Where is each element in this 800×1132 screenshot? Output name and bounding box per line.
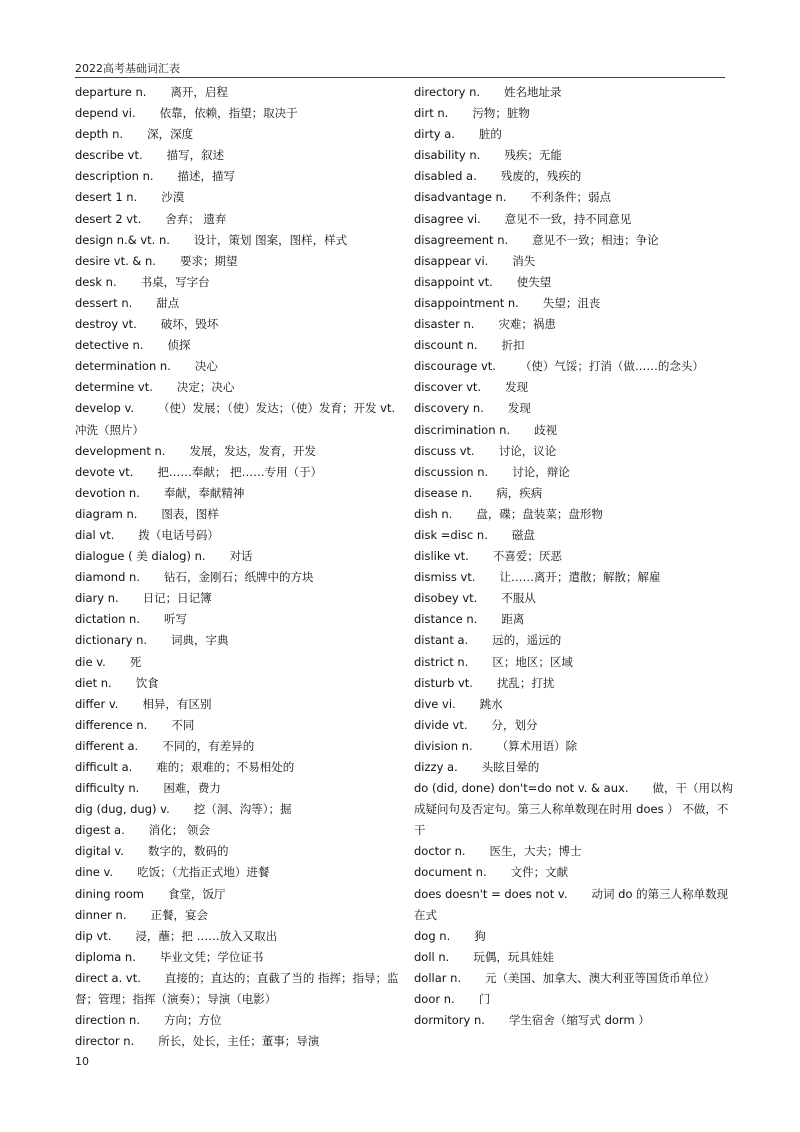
vocab-word: dog n. <box>414 928 451 943</box>
vocab-entry <box>414 1010 734 1031</box>
vocab-word: disease n. <box>414 485 473 500</box>
vocab-word: discrimination n. <box>414 422 511 437</box>
vocab-word: difficulty n. <box>75 781 140 796</box>
vocab-word: diamond n. <box>75 570 140 585</box>
vocab-definition: 浸，蘸；把 ……放入又取出 <box>135 928 278 943</box>
vocab-entry <box>414 209 734 230</box>
vocab-definition: 离开，启程 <box>170 85 228 99</box>
vocab-word: diary n. <box>75 591 119 606</box>
vocab-entry <box>414 145 734 166</box>
vocab-entry <box>75 968 405 1010</box>
vocab-definition: 让……离开；遣散；解散；解雇 <box>499 570 661 585</box>
vocab-entry <box>414 694 734 715</box>
vocab-entry <box>75 778 405 799</box>
vocab-entry <box>75 272 405 293</box>
vocab-definition: 钻石，金刚石；纸牌中的方块 <box>163 570 314 585</box>
vocab-word: dinner n. <box>75 907 127 922</box>
vocab-entry <box>414 715 734 736</box>
vocab-word: disappear vi. <box>414 253 489 268</box>
vocab-word: discussion n. <box>414 464 489 479</box>
vocab-word: digital v. <box>75 844 124 859</box>
vocab-word: diet n. <box>75 675 112 690</box>
vocab-definition: 决定；决心 <box>176 380 235 395</box>
vocab-word: disagreement n. <box>414 232 509 247</box>
vocab-entry <box>75 356 405 377</box>
vocab-entry <box>75 694 405 715</box>
vocab-entry <box>414 673 734 694</box>
vocab-word: director n. <box>75 1034 135 1049</box>
vocab-definition: 门 <box>478 992 491 1007</box>
vocab-word: dirty a. <box>414 127 455 142</box>
vocab-definition: 侦探 <box>167 338 191 353</box>
vocab-entry <box>414 103 734 124</box>
vocab-definition: 死 <box>129 654 142 669</box>
vocab-entry <box>414 630 734 651</box>
vocab-entry <box>414 609 734 630</box>
vocab-word: doll n. <box>414 949 450 964</box>
vocab-word: difficult a. <box>75 760 133 774</box>
vocab-entry <box>414 841 734 862</box>
vocab-entry <box>75 609 405 630</box>
vocab-word: disobey vt. <box>414 591 478 606</box>
vocab-definition: 远的，遥远的 <box>492 633 562 648</box>
vocab-definition: 讨论，议论 <box>498 443 557 458</box>
vocab-entry <box>75 293 405 314</box>
vocab-word: destroy vt. <box>75 317 137 332</box>
vocab-word: dining room <box>75 886 144 901</box>
vocab-definition: 不喜爱；厌恶 <box>492 549 562 564</box>
vocab-entry <box>75 441 405 462</box>
vocab-entry <box>414 230 734 251</box>
vocab-word: desert 1 n. <box>75 190 138 205</box>
vocab-entry <box>414 757 734 778</box>
vocab-entry <box>414 947 734 968</box>
vocab-word: discount n. <box>414 338 478 353</box>
vocab-entry <box>414 166 734 187</box>
vocab-word: discuss vt. <box>414 443 475 458</box>
vocab-entry <box>414 778 734 841</box>
vocab-definition: 狗 <box>474 928 486 943</box>
vocab-definition: 消化； 领会 <box>148 823 210 838</box>
vocab-definition: 依靠，依赖，指望；取决于 <box>159 106 298 121</box>
vocab-definition: 困难，费力 <box>163 781 221 796</box>
document-header-title: 2022高考基础词汇表 <box>75 62 180 75</box>
vocab-entry <box>414 314 734 335</box>
vocab-definition: 区；地区；区域 <box>492 654 573 669</box>
vocab-entry <box>414 251 734 272</box>
vocab-entry <box>75 209 405 230</box>
vocab-definition: 饮食 <box>135 675 159 690</box>
vocab-word: determine vt. <box>75 380 153 395</box>
vocab-word: disabled a. <box>414 169 477 184</box>
vocab-definition: 不同 <box>171 717 195 732</box>
vocab-definition: 要求；期望 <box>179 253 238 268</box>
vocab-definition: 学生宿舍（缩写式 dorm ） <box>508 1013 650 1028</box>
vocab-definition: 跳水 <box>479 696 503 711</box>
vocab-entry <box>75 525 405 546</box>
vocab-word: differ v. <box>75 696 119 711</box>
vocab-word: disturb vt. <box>414 675 473 690</box>
vocab-entry <box>75 926 405 947</box>
vocab-definition: 沙漠 <box>161 190 185 205</box>
vocab-entry <box>75 1010 405 1031</box>
vocab-word: devotion n. <box>75 485 140 500</box>
vocab-word: dismiss vt. <box>414 570 476 585</box>
vocab-word: depend vi. <box>75 106 136 121</box>
vocab-word: disagree vi. <box>414 211 481 226</box>
vocab-entry <box>75 905 405 926</box>
vocab-entry <box>75 103 405 124</box>
vocab-word: disappoint vt. <box>414 274 493 289</box>
vocab-entry <box>75 483 405 504</box>
vocab-word: dig (dug, dug) v. <box>75 802 170 817</box>
vocab-word: dislike vt. <box>414 549 469 564</box>
vocab-word: digest a. <box>75 823 125 838</box>
vocab-word: dollar n. <box>414 970 462 985</box>
vocab-entry <box>75 567 405 588</box>
vocab-definition: 词典，字典 <box>171 633 229 648</box>
vocab-entry <box>414 652 734 673</box>
vocab-word: doctor n. <box>414 844 466 859</box>
vocab-entry <box>414 272 734 293</box>
vocab-entry <box>75 947 405 968</box>
vocab-entry <box>75 82 405 103</box>
vocab-word: diploma n. <box>75 949 136 964</box>
vocab-word: dip vt. <box>75 928 112 943</box>
vocab-word: different a. <box>75 738 139 753</box>
vocab-definition: 文件；文献 <box>510 865 569 880</box>
vocab-definition: 不利条件；弱点 <box>530 190 612 205</box>
vocab-entry <box>414 736 734 757</box>
vocab-word: dive vi. <box>414 696 456 711</box>
vocab-word: disk =disc n. <box>414 527 488 542</box>
vocab-entry <box>75 757 405 778</box>
vocab-entry <box>75 588 405 609</box>
page-number: 10 <box>75 1055 89 1068</box>
vocab-word: develop v. <box>75 401 135 416</box>
vocab-definition: 发展，发达，发育，开发 <box>189 443 316 458</box>
vocab-definition: 所长，处长，主任；董事；导演 <box>158 1034 320 1049</box>
vocab-definition: 甜点 <box>156 295 180 310</box>
header-divider <box>75 77 725 78</box>
vocab-definition: 讨论，辩论 <box>512 464 570 479</box>
vocab-word: dormitory n. <box>414 1013 485 1028</box>
vocab-definition: 数字的，数码的 <box>147 844 229 859</box>
vocab-entry <box>414 483 734 504</box>
vocab-word: description n. <box>75 169 154 184</box>
vocab-entry <box>75 377 405 398</box>
vocab-entry <box>75 398 405 440</box>
vocab-entry <box>414 420 734 441</box>
vocab-entry <box>414 377 734 398</box>
vocab-entry <box>75 799 405 820</box>
vocab-word: dirt n. <box>414 106 449 121</box>
vocab-entry <box>75 1031 405 1052</box>
vocab-definition: 失望；沮丧 <box>542 295 601 310</box>
vocab-word: discovery n. <box>414 401 484 416</box>
vocab-word: dish n. <box>414 506 453 521</box>
vocab-entry <box>75 124 405 145</box>
vocab-definition: 医生，大夫；博士 <box>489 844 582 859</box>
vocab-definition: 拨（电话号码） <box>138 527 219 542</box>
vocab-definition: 正餐，宴会 <box>150 907 208 922</box>
vocab-word: difference n. <box>75 717 148 732</box>
vocab-entry <box>75 166 405 187</box>
vocab-word: discover vt. <box>414 380 482 395</box>
vocab-definition: 破坏，毁坏 <box>160 317 219 332</box>
vocab-entry <box>75 187 405 208</box>
vocab-word: does doesn't = does not v. <box>414 886 568 901</box>
vocab-entry <box>414 335 734 356</box>
vocab-definition: 磁盘 <box>511 527 535 542</box>
vocab-definition: 难的；艰难的；不易相处的 <box>156 760 295 774</box>
vocab-word: disaster n. <box>414 317 475 332</box>
vocab-word: disadvantage n. <box>414 190 507 205</box>
vocab-definition: 挖（洞、沟等）；掘 <box>193 802 292 817</box>
vocab-definition: 污物；脏物 <box>472 106 530 121</box>
vocab-definition: 残疾；无能 <box>504 148 562 163</box>
vocab-word: directory n. <box>414 85 481 99</box>
right-column <box>414 82 734 1031</box>
vocab-entry <box>414 504 734 525</box>
vocab-definition: 日记；日记簿 <box>142 591 212 606</box>
vocab-entry <box>75 862 405 883</box>
vocab-entry <box>414 968 734 989</box>
vocab-word: departure n. <box>75 85 147 99</box>
vocab-word: disability n. <box>414 148 481 163</box>
vocab-word: dine v. <box>75 865 114 880</box>
vocab-entry <box>75 820 405 841</box>
vocab-definition: 发现 <box>505 380 529 395</box>
vocab-word: diagram n. <box>75 506 138 521</box>
vocab-definition: 头眩目晕的 <box>481 760 540 774</box>
vocab-word: dictionary n. <box>75 633 148 648</box>
vocab-word: dizzy a. <box>414 760 458 774</box>
vocab-definition: 直接的；直达的；直截了当的 指挥；指导；监督；管理；指挥（演奏）；导演（电影） <box>75 970 399 1007</box>
vocab-word: desire vt. & n. <box>75 253 156 268</box>
vocab-definition: 消失 <box>512 253 536 268</box>
vocab-word: detective n. <box>75 338 144 353</box>
vocab-definition: 描述，描写 <box>177 169 236 184</box>
vocab-word: division n. <box>414 738 473 753</box>
vocab-entry <box>414 441 734 462</box>
vocab-entry <box>414 187 734 208</box>
vocab-definition: 不服从 <box>501 591 536 606</box>
vocab-definition: 做，干（用以构成疑问句及否定句。第三人称单数现在时用 does ） 不做，不干 <box>414 781 733 838</box>
vocab-entry <box>414 989 734 1010</box>
vocab-word: describe vt. <box>75 148 143 163</box>
vocab-entry <box>75 335 405 356</box>
vocab-definition: 意见不一致，持不同意见 <box>504 211 632 226</box>
vocab-word: desert 2 vt. <box>75 211 142 226</box>
vocab-word: district n. <box>414 654 469 669</box>
vocab-entry <box>414 398 734 419</box>
vocab-entry <box>75 230 405 251</box>
vocab-word: depth n. <box>75 127 124 142</box>
vocab-word: document n. <box>414 865 487 880</box>
vocab-definition: 折扣 <box>501 338 525 353</box>
vocab-entry <box>75 546 405 567</box>
vocab-entry <box>75 504 405 525</box>
vocab-entry <box>75 673 405 694</box>
vocab-entry <box>75 145 405 166</box>
vocab-entry <box>75 841 405 862</box>
vocab-definition: 动词 do 的第三人称单数现在式 <box>414 886 729 922</box>
vocab-entry <box>75 736 405 757</box>
vocab-word: devote vt. <box>75 464 134 479</box>
vocab-definition: 发现 <box>507 401 531 416</box>
vocab-definition: （算术用语）除 <box>496 738 578 753</box>
vocab-definition: 不同的，有差异的 <box>162 738 255 753</box>
vocab-entry <box>414 862 734 883</box>
vocab-word: disappointment n. <box>414 295 519 310</box>
vocab-definition: （使）气馁；打消（做……的念头） <box>519 359 704 374</box>
vocab-word: dictation n. <box>75 612 141 627</box>
vocab-definition: 对话 <box>229 549 253 564</box>
vocab-definition: 意见不一致；相违；争论 <box>532 232 659 247</box>
vocab-entry <box>414 356 734 377</box>
vocab-definition: 奉献，奉献精神 <box>163 485 245 500</box>
vocab-definition: 设计，策划 图案，图样，样式 <box>193 232 348 247</box>
vocab-definition: 方向；方位 <box>164 1013 222 1028</box>
vocab-entry <box>414 884 734 926</box>
vocab-definition: 脏的 <box>478 127 502 142</box>
vocab-definition: 毕业文凭；学位证书 <box>159 949 264 964</box>
vocab-definition: 图表，图样 <box>161 506 219 521</box>
vocab-definition: 描写，叙述 <box>166 148 225 163</box>
vocab-entry <box>75 630 405 651</box>
vocab-entry <box>414 82 734 103</box>
vocab-word: development n. <box>75 443 166 458</box>
vocab-word: determination n. <box>75 359 171 374</box>
vocab-definition: 距离 <box>501 612 525 627</box>
vocab-entry <box>75 884 405 905</box>
vocab-entry <box>414 567 734 588</box>
vocab-word: divide vt. <box>414 717 468 732</box>
vocab-entry <box>414 926 734 947</box>
vocab-definition: 食堂，饭厅 <box>167 886 226 901</box>
vocab-word: dialogue ( 美 dialog) n. <box>75 549 206 564</box>
vocab-word: distant a. <box>414 633 469 648</box>
vocab-definition: 盘，碟；盘装菜；盘形物 <box>476 506 603 521</box>
vocab-word: direction n. <box>75 1013 140 1028</box>
vocab-entry <box>414 525 734 546</box>
vocab-definition: 相异，有区别 <box>142 696 212 711</box>
vocab-definition: 扰乱；打扰 <box>496 675 555 690</box>
vocab-word: do (did, done) don't=do not v. & aux. <box>414 781 629 796</box>
vocab-word: dial vt. <box>75 527 115 542</box>
vocab-definition: 把……奉献； 把……专用（于） <box>157 464 323 479</box>
vocab-entry <box>414 588 734 609</box>
vocab-word: desk n. <box>75 274 117 289</box>
vocab-definition: 病，疾病 <box>496 485 543 500</box>
vocab-definition: 姓名地址录 <box>504 85 562 99</box>
left-column <box>75 82 405 1052</box>
vocab-word: discourage vt. <box>414 359 496 374</box>
vocab-entry <box>75 715 405 736</box>
vocab-word: die v. <box>75 654 106 669</box>
vocab-definition: 歧视 <box>534 422 558 437</box>
vocab-definition: 灾难；祸患 <box>498 317 556 332</box>
vocab-definition: 残废的，残疾的 <box>500 169 582 184</box>
vocab-definition: 使失望 <box>516 274 552 289</box>
vocab-definition: 吃饭；（尤指正式地）进餐 <box>137 865 270 880</box>
vocab-definition: 元（美国、加拿大、澳大利亚等国货币单位） <box>485 970 716 985</box>
vocab-word: direct a. vt. <box>75 970 141 985</box>
vocab-entry <box>75 251 405 272</box>
vocab-entry <box>414 462 734 483</box>
vocab-entry <box>414 546 734 567</box>
vocab-definition: （使）发展；（使）发达；（使）发育；开发 vt. 冲洗（照片） <box>75 401 396 437</box>
vocab-word: distance n. <box>414 612 478 627</box>
vocab-word: design n.& vt. n. <box>75 232 170 247</box>
vocab-definition: 深，深度 <box>147 127 194 142</box>
vocab-definition: 书桌，写字台 <box>140 274 210 289</box>
vocab-entry <box>75 314 405 335</box>
vocab-definition: 玩偶，玩具娃娃 <box>473 949 554 964</box>
vocab-entry <box>414 293 734 314</box>
vocab-entry <box>75 652 405 673</box>
vocab-word: door n. <box>414 992 455 1007</box>
vocab-entry <box>75 462 405 483</box>
vocab-entry <box>414 124 734 145</box>
vocab-definition: 听写 <box>164 612 188 627</box>
vocab-definition: 舍弃； 遗弃 <box>165 211 227 226</box>
vocab-definition: 分，划分 <box>491 717 538 732</box>
vocab-word: dessert n. <box>75 295 133 310</box>
vocab-definition: 决心 <box>194 359 218 374</box>
